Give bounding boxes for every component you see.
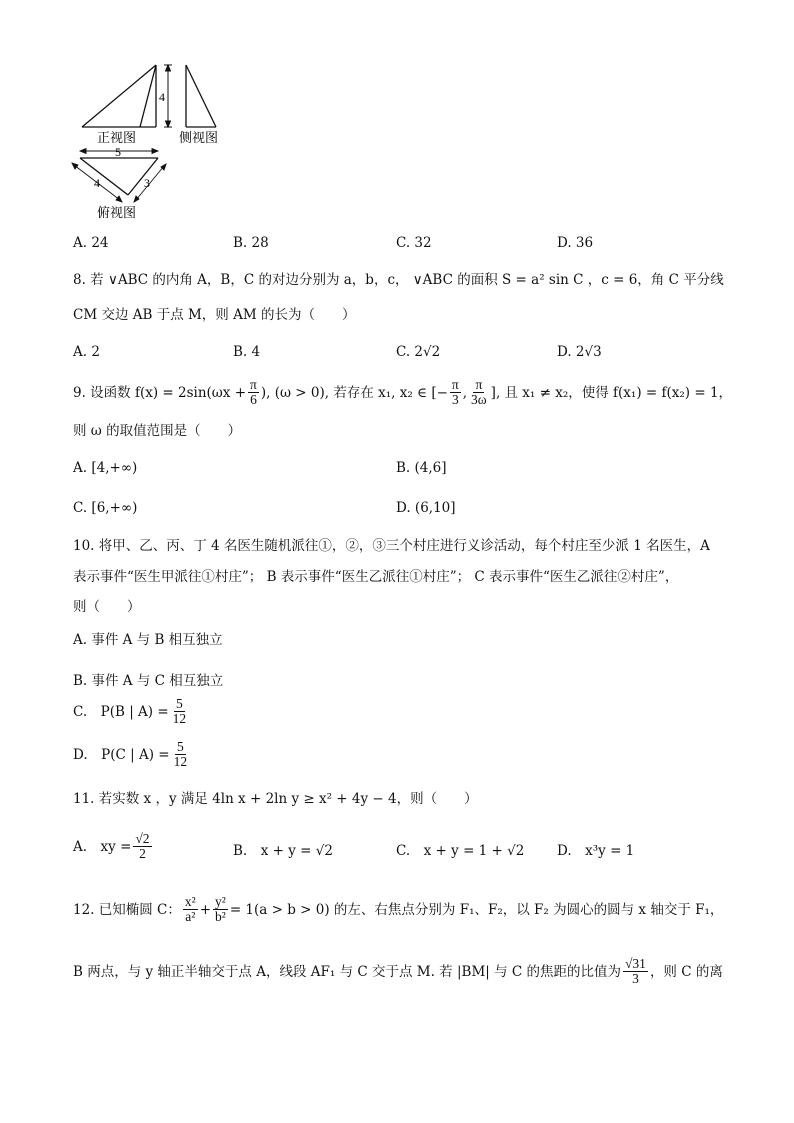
q10-option-c-fraction: $\frac{5}{12}$ [172, 696, 187, 726]
q9-fraction-pi-6: $\frac{\pi}{6}$ [250, 377, 257, 407]
q12-stem-line1: 12. 已知椭圆 C： $\frac{\text{x²}}{\text{a²}}$ + $\frac{\text{y²}}{\text{b²}}$ = 1(a > b > 0) 的左、右焦点分别为 F₁、F₂，以 F₂ 为圆心的圆与 x 轴交于 F₁， [73, 894, 724, 924]
height-dimension [164, 65, 172, 127]
top-view-caption: 俯视图 [97, 205, 137, 220]
q12-fraction-y2-b2: $\frac{\text{y²}}{\text{b²}}$ [215, 894, 226, 924]
three-view-figure [60, 55, 260, 225]
right-length-label: 3 [144, 176, 150, 190]
q12-ratio-fraction: $\frac{√31}{3}$ [625, 956, 646, 986]
q10-option-c: C. P(B | A) = $\frac{5}{12}$ [73, 696, 187, 726]
q10-option-a: A. 事件 A 与 B 相互独立 [73, 632, 223, 648]
left-length-label: 4 [94, 176, 100, 190]
front-view [82, 65, 156, 127]
q10-stem-line3: 则（ ） [73, 599, 141, 615]
q11-option-a-fraction: $\frac{√2}{2}$ [135, 831, 150, 861]
q9-option-a: A. [4,+∞) [73, 460, 138, 476]
q8-option-c: C. 2√2 [396, 344, 441, 360]
q11-option-d: D. x³y = 1 [557, 843, 635, 859]
q9-text-pre: 9. 设函数 f(x) = 2sin(ωx + [73, 384, 247, 401]
q12-stem-line2: B 两点，与 y 轴正半轴交于点 A，线段 AF₁ 与 C 交于点 M. 若 |BM| 与 C 的焦距的比值为 $\frac{√31}{3}$ ，则 C 的离 [73, 956, 723, 986]
q11-option-a: A. xy = $\frac{√2}{2}$ [73, 831, 150, 861]
q9-fraction-pi-3w: $\frac{\pi}{3\omega}$ [471, 377, 487, 407]
side-view-caption: 侧视图 [179, 130, 219, 145]
q8-stem-line2: CM 交边 AB 于点 M，则 AM 的长为（ ） [73, 307, 356, 323]
q7-option-d: D. 36 [557, 235, 594, 251]
q12-fraction-x2-a2: $\frac{\text{x²}}{\text{a²}}$ [184, 894, 196, 924]
q9-option-c: C. [6,+∞) [73, 500, 138, 516]
q11-option-b: B. x + y = √2 [233, 843, 333, 859]
q9-text-post: ], 且 x₁ ≠ x₂，使得 f(x₁) = f(x₂) = 1， [490, 384, 733, 401]
q9-text-mid: ), (ω > 0), 若存在 x₁, x₂ ∈ [− [260, 384, 448, 401]
q11-option-c: C. x + y = 1 + √2 [396, 843, 525, 859]
q9-option-b: B. (4,6] [396, 460, 447, 476]
q11-stem: 11. 若实数 x ，y 满足 4ln x + 2ln y ≥ x² + 4y − 4，则（ ） [73, 791, 478, 807]
q10-stem-line1: 10. 将甲、乙、丙、丁 4 名医生随机派往①，②，③三个村庄进行义诊活动，每个村庄至少派 1 名医生，A [73, 538, 710, 554]
q10-option-d: D. P(C | A) = $\frac{5}{12}$ [73, 739, 188, 769]
q7-option-b: B. 28 [233, 235, 269, 251]
front-view-caption: 正视图 [97, 130, 137, 145]
q7-option-c: C. 32 [396, 235, 432, 251]
q7-option-a: A. 24 [73, 235, 109, 251]
q10-option-d-fraction: $\frac{5}{12}$ [173, 739, 188, 769]
side-view [186, 65, 216, 127]
height-label: 4 [159, 90, 165, 104]
q8-stem-line1: 8. 若 ∨ABC 的内角 A，B，C 的对边分别为 a，b，c， ∨ABC 的面积 S = a² sin C ，c = 6，角 C 平分线 [73, 272, 724, 288]
q8-option-b: B. 4 [233, 344, 261, 360]
q10-option-b: B. 事件 A 与 C 相互独立 [73, 673, 224, 689]
q8-option-d: D. 2√3 [557, 344, 602, 360]
q9-option-d: D. (6,10] [396, 500, 456, 516]
q9-fraction-pi-3: $\frac{\pi}{3}$ [451, 377, 459, 407]
q9-stem-line1: 9. 设函数 f(x) = 2sin(ωx + $\frac{\pi}{6}$ ), (ω > 0), 若存在 x₁, x₂ ∈ [− $\frac{\pi}{3}$ , $\frac{\pi}{3\omega}$ ], 且 x₁ ≠ x₂，使得 f(x₁) = f(x₂) = 1， [73, 377, 733, 407]
q10-stem-line2: 表示事件“医生甲派往①村庄”； B 表示事件“医生乙派往①村庄”； C 表示事件“医生乙派往②村庄”， [73, 569, 679, 585]
q9-stem-line2: 则 ω 的取值范围是（ ） [73, 423, 242, 439]
q8-option-a: A. 2 [73, 344, 100, 360]
top-length-label: 5 [115, 145, 121, 159]
